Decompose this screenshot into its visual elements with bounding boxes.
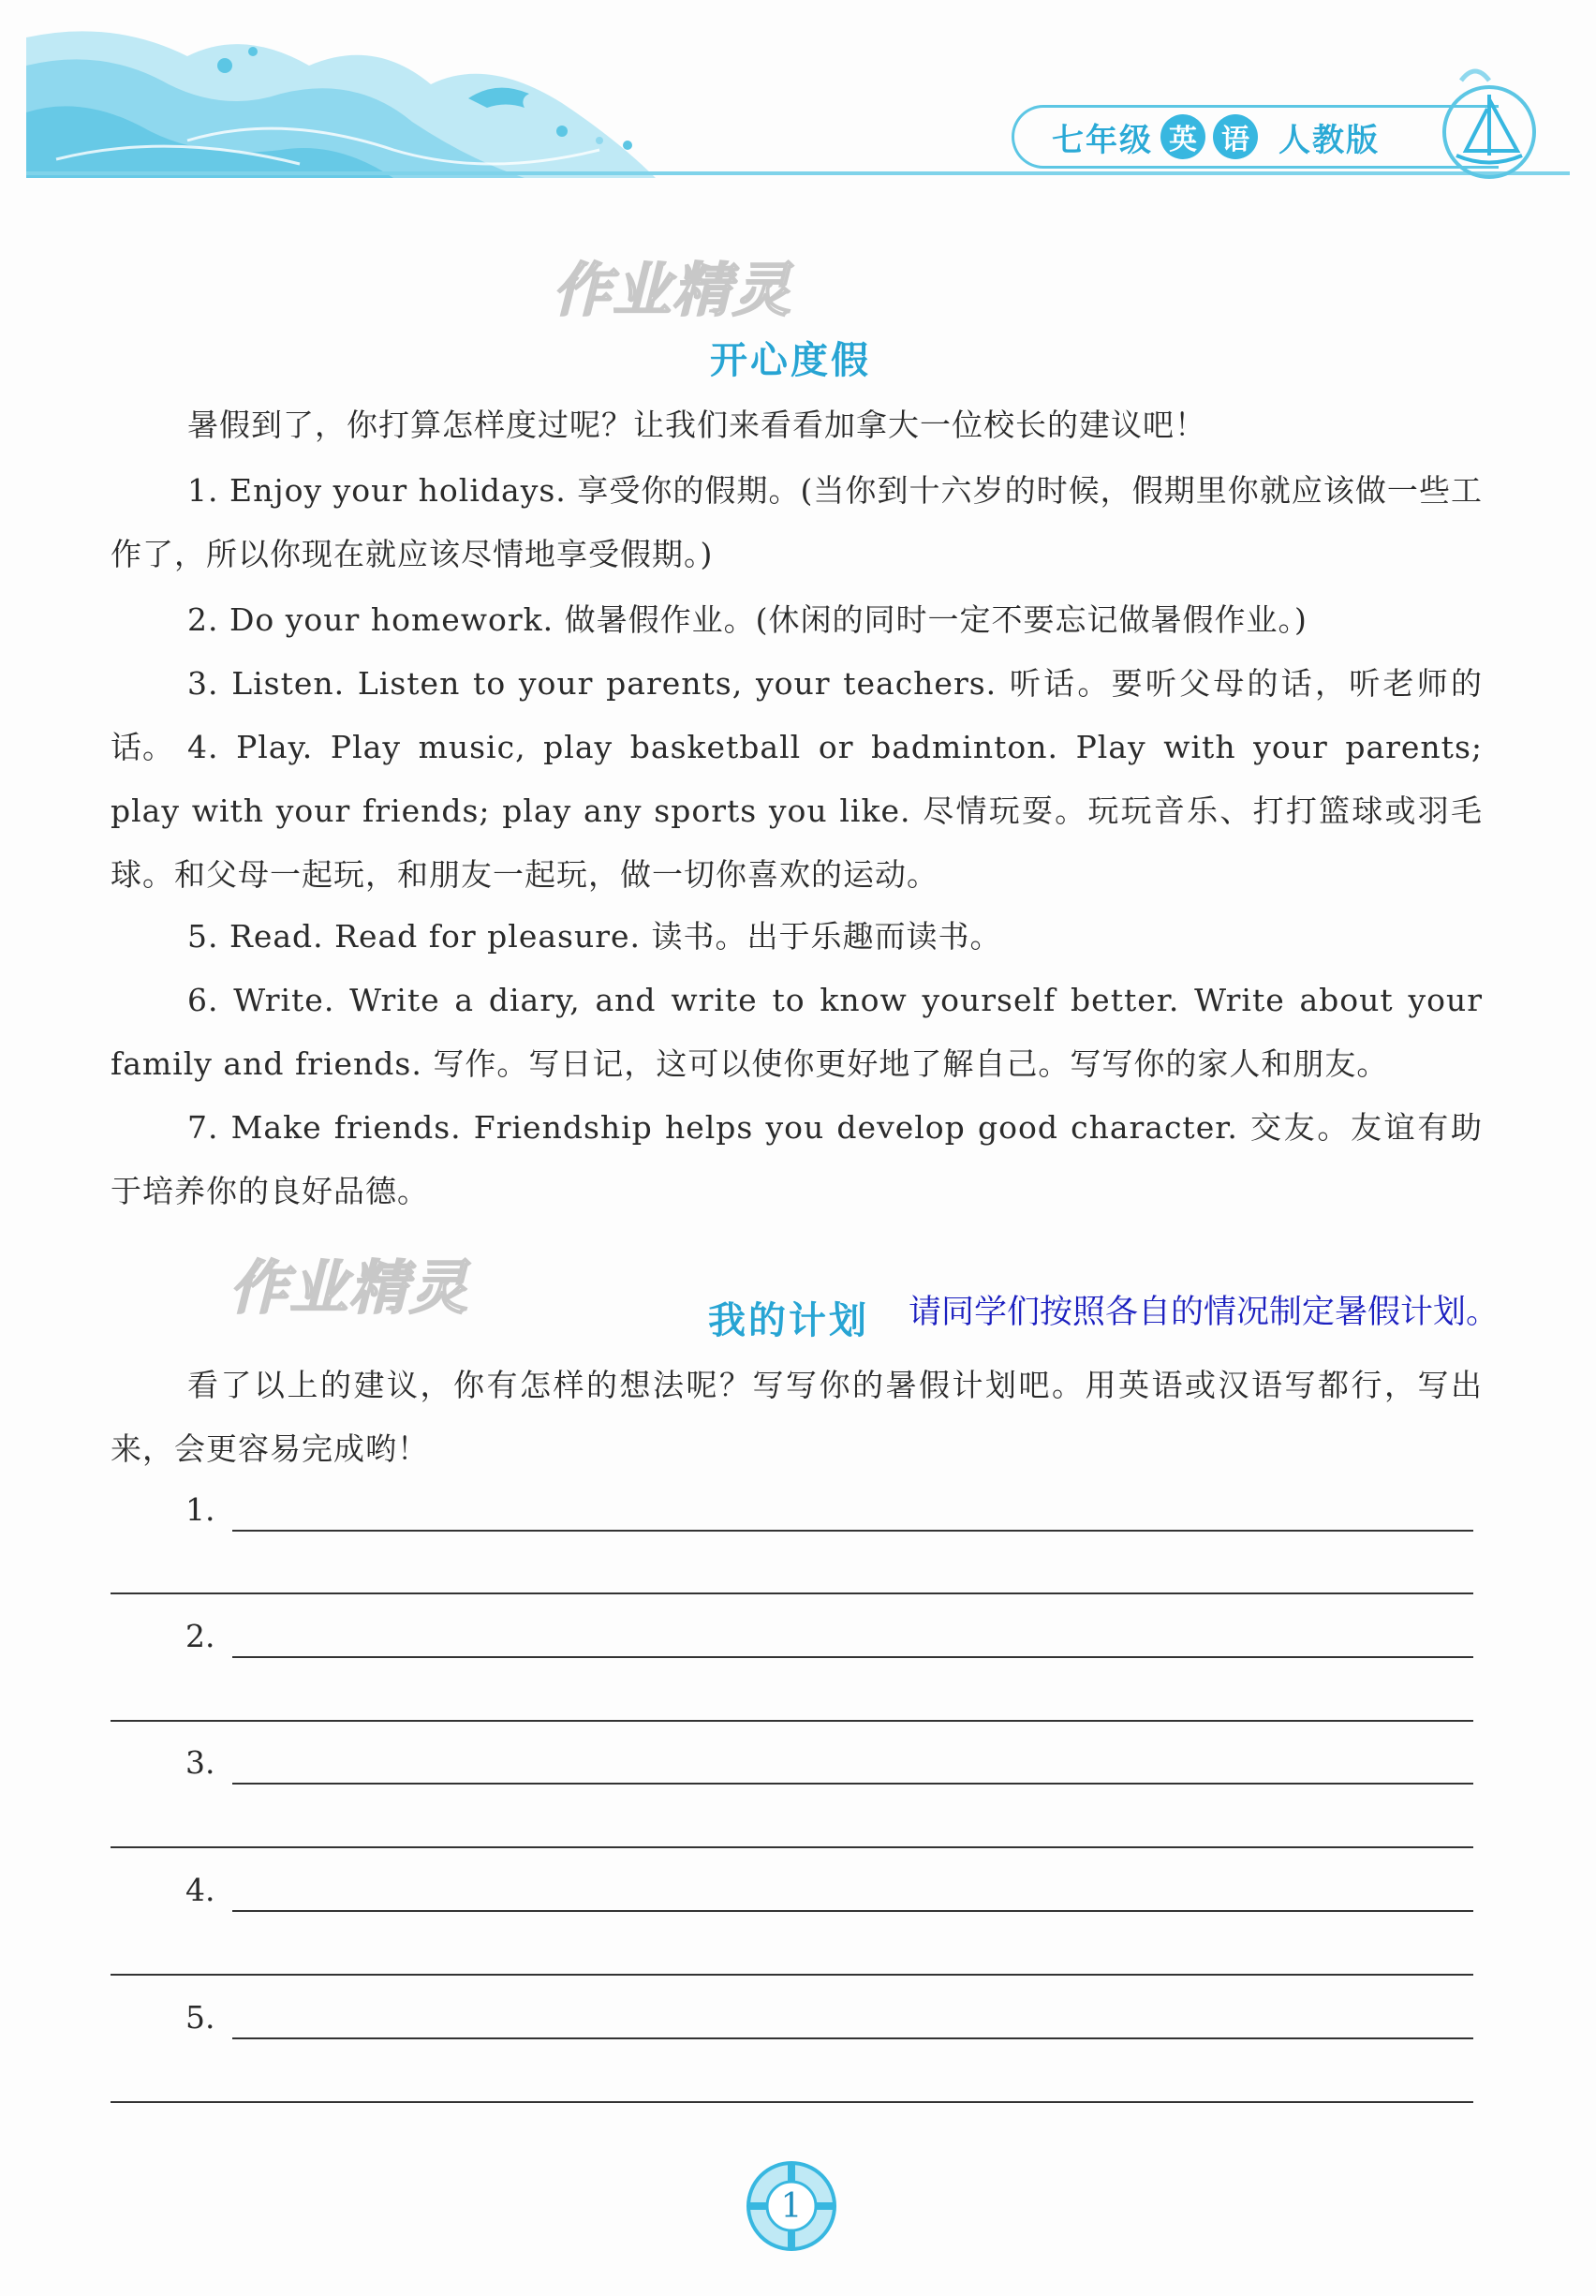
suggestion-4: 4. Play. Play music, play basketball or badminton. Play with your parents; play with your friends; play any sports you like. 尽情玩耍。玩玩音乐、打打篮球或羽毛球。和父母一起玩，和朋友一起玩，做一切你喜欢的运动。 — [111, 729, 1483, 893]
subject-char-2: 语 — [1213, 114, 1258, 159]
line-number: 1. — [185, 1491, 215, 1528]
answer-line-continued[interactable] — [111, 1974, 1473, 1976]
answer-line[interactable] — [232, 1783, 1473, 1785]
answer-line-continued[interactable] — [111, 1846, 1473, 1848]
page-number: 1 — [780, 2186, 803, 2226]
edition-label: 人教版 — [1278, 121, 1380, 159]
subject-char-1: 英 — [1160, 114, 1205, 159]
book-badge — [1012, 105, 1499, 169]
header-rule — [26, 171, 1570, 175]
plan-line-3[interactable] — [111, 1728, 1483, 1785]
line-number: 4. — [185, 1872, 215, 1908]
line-number: 5. — [185, 1999, 215, 2036]
suggestion-6: 6. Write. Write a diary, and write to know yourself better. Write about your family and friends. 写作。写日记，这可以使你更好地了解自己。写写你的家人和朋友。 — [111, 982, 1483, 1082]
handwritten-note: 请同学们按照各自的情况制定暑假计划。 — [909, 1294, 1500, 1331]
suggestion-7: 7. Make friends. Friendship helps you develop good character. 交友。友谊有助于培养你的良好品德。 — [111, 1109, 1483, 1209]
section-title-plan: 我的计划 — [708, 1299, 869, 1342]
answer-line-continued[interactable] — [111, 2101, 1473, 2103]
plan-line-4[interactable] — [111, 1856, 1483, 1912]
suggestion-2: 2. Do your homework. 做暑假作业。(休闲的同时一定不要忘记做暑假作业。) — [187, 601, 1308, 638]
answer-line-continued[interactable] — [111, 1720, 1473, 1722]
line-number: 2. — [185, 1618, 215, 1654]
plan-line-2[interactable] — [111, 1602, 1483, 1658]
watermark: 作业精灵 — [553, 256, 793, 324]
page-number-badge — [740, 2155, 843, 2258]
plan-line-1[interactable] — [111, 1475, 1483, 1532]
holiday-intro: 暑假到了，你打算怎样度过呢？让我们来看看加拿大一位校长的建议吧！ — [187, 407, 1206, 443]
plan-line-5[interactable] — [111, 1983, 1483, 2039]
answer-line[interactable] — [232, 2037, 1473, 2039]
plan-intro: 看了以上的建议，你有怎样的想法呢？写写你的暑假计划吧。用英语或汉语写都行，写出来，会更容易完成哟！ — [111, 1367, 1483, 1467]
suggestion-1: 1. Enjoy your holidays. 享受你的假期。(当你到十六岁的时候，假期里你就应该做一些工作了，所以你现在就应该尽情地享受假期。) — [111, 472, 1483, 572]
answer-line[interactable] — [232, 1910, 1473, 1912]
sailboat-icon — [1433, 62, 1545, 184]
line-number: 3. — [185, 1744, 215, 1781]
section-title-holiday: 开心度假 — [710, 339, 871, 382]
answer-line[interactable] — [232, 1656, 1473, 1658]
answer-line-continued[interactable] — [111, 1592, 1473, 1594]
answer-line[interactable] — [232, 1530, 1473, 1532]
grade-label: 七年级 — [1052, 121, 1153, 159]
suggestion-5: 5. Read. Read for pleasure. 读书。出于乐趣而读书。 — [187, 918, 1002, 955]
suggestion-3: 3. Listen. Listen to your parents, your teachers. 听话。要听父母的话，听老师的话。 — [111, 665, 1483, 765]
watermark-2: 作业精灵 — [229, 1253, 470, 1322]
